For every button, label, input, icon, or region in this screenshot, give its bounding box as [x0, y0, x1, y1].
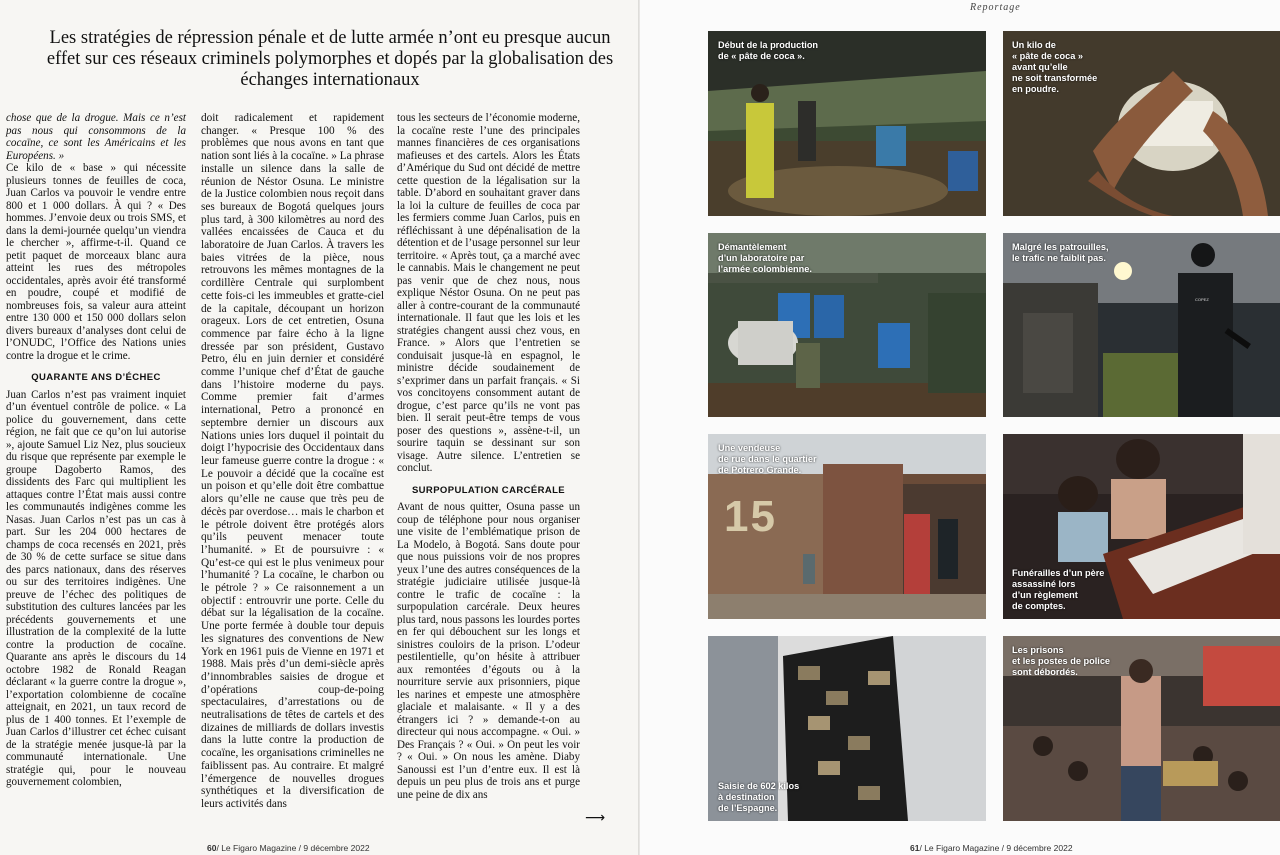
photo-caption: Démantèlement d’un laboratoire par l’armée colombienne.	[718, 242, 812, 274]
photo-caption: Saisie de 602 kilos à destination de l’Espagne.	[718, 781, 800, 813]
photo-prison	[1003, 636, 1280, 821]
paragraph: doit radicalement et rapidement changer. « Presque 100 % des problèmes que nous avons en tant que nation sont liés à la cocaïne. » La phrase installe un silence dans la salle de réunion de Néstor Osuna. Le ministre de la Justice colombien nous reçoit dans ses bureaux de Bogotá quelques jours plus tard, à 300 kilomètres au nord des vallées encaissées de Cauca et du laboratoire de Juan Carlos. À travers les baies vitrées de la pièce, nous retrouvons les mêmes montagnes de la cordillère Centrale qui surplombent cette fois-ci les immeubles et gratte-ciel de la capitale, découpant un horizon orageux. Lors de cet entretien, Osuna commence par faire écho à la ligne dressée par son président, Gustavo Petro, élu en juin dernier et considéré comme l’unique chef d’État de gauche dans l’histoire moderne du pays. Comme premier fait d’armes international, Petro a prononcé en septembre dernier un discours aux Nations unies lors duquel il pointait du doigt l’hypocrisie des Occidentaux dans leur fameuse guerre contre la drogue : « Le pouvoir a décidé que la cocaïne est un poison et qu’elle doit être combattue alors qu’elle ne cause que très peu de décès par overdose… mais le charbon et le pétrole doivent être protégés alors qu’ils peuvent menacer toute l’humanité. » Et de poursuivre : « Qu’est-ce qui est le plus venimeux pour l’humanité ? La cocaïne, le charbon ou le pétrole ? » Ce raisonnement a un objectif : entrouvrir une porte. Celle du débat sur la légalisation de la cocaïne. Une porte fermée à double tour depuis les signatures des conventions de New York en 1961 puis de Vienne en 1971 et 1988. Mais près d’un demi-siècle après d’innombrables saisies de drogue et d’opérations coup-de-poing spectaculaires, d’arrestations ou de neutralisations de têtes de cartels et des dizaines de milliards de dollars investis dans la lutte contre la production de cocaïne, les organisations criminelles ne faiblissent pas. Au contraire. Et malgré l’émergence de nouvelles drogues synthétiques et la diversification de leurs activités dans	[201, 112, 384, 810]
paragraph: Ce kilo de « base » qui nécessite plusieurs tonnes de feuilles de coca, Juan Carlos va pouvoir le vendre entre 800 et 1 000 dollars. À qui ? « Des hommes. J’envoie deux ou trois SMS, et dans la demi-journée quelqu’un viendra le chercher », affirme-t-il. Quand ce petit paquet de morceaux blanc aura atteint les rues des métropoles occidentales, après avoir été transformé en poudre, coupé et modifié de nombreuses fois, sa valeur aura atteint entre 130 000 et 150 000 dollars selon divers bureaux d’analyses dont celui de l’ONUDC, l’Office des Nations unies contre la drogue et le crime.	[6, 162, 186, 362]
right-page	[640, 0, 1280, 855]
text-column-2	[201, 112, 384, 811]
photo-funeral	[1003, 434, 1280, 619]
paragraph: Juan Carlos n’est pas vraiment inquiet d’un éventuel contrôle de police. « La police du gouvernement, dans cette région, ne fait que ce qu’on lui autorise », ajoute Samuel Liz Nez, plus soucieux du risque que représente par exemple le groupe Dagoberto Ramos, des dissidents des Farc qui multiplient les attaques contre l’État mais aussi contre les communautés indigènes comme les Nasas. Juan Carlos n’est pas un cas à part. Sur les 204 000 hectares de champs de coca recensés en 2021, près de 30 % de cette surface se situe dans des parcs nationaux, dans des réserves ou sur des territoires indigènes. Une preuve de l’échec des politiques de substitution des cultures lancées par les précédents gouvernements et une illustration de la complexité de la lutte contre la production de cocaïne. Quarante ans après le discours du 14 octobre 1982 de Ronald Reagan déclarant « la guerre contre la drogue », l’exportation colombienne de cocaïne atteignait, en 2021, un taux record de plus de 1 400 tonnes. Et l’exemple de Juan Carlos d’illustrer cet échec cuisant de la stratégie menée jusque-là par la communauté internationale. Une stratégie qui, pour le nouveau gouvernement colombien,	[6, 388, 186, 788]
photo-street-vendor	[708, 434, 986, 619]
page-number: 61	[910, 843, 920, 853]
paragraph: tous les secteurs de l’économie moderne, la cocaïne reste l’une des principales mannes financières de ces organisations mafieuses et des cartels. Alors les États d’Amérique du Sud ont décidé de mettre cette question de la légalisation sur la table. D’abord en souhaitant graver dans la loi la culture de feuilles de coca par les fermiers comme Juan Carlos, puis en réfléchissant à une dépénalisation de la détention et de l’usage personnel sur leur territoire. « Après tout, ça a marché avec le cannabis. Mais le changement ne peut pas venir que de chez nous, nous explique Néstor Osuna. On ne peut pas aller à contre-courant de la communauté internationale. Il faut que les lois et les stratégies changent aussi chez vous, en France. » Alors que l’entretien se conduisait jusque-là en espagnol, le ministre décide soudainement de s’exprimer dans un parfait français. « Si vos concitoyens consomment autant de drogue, c’est parce qu’ils ne vont pas bien. Il serait peut-être temps de vous poser des questions », assène-t-il, un sourire taquin se dessinant sur son visage. Autre silence. L’entretien se conclut.	[397, 112, 580, 474]
subheading: SURPOPULATION CARCÉRALE	[411, 484, 566, 496]
text-column-1	[6, 112, 186, 789]
headline: Les stratégies de répression pénale et de lutte armée n’ont eu presque aucun effet sur ces réseaux criminels polymorphes et dopés par la globalisation des échanges internationaux	[46, 28, 614, 90]
photo-caption: Malgré les patrouilles, le trafic ne faiblit pas.	[1012, 242, 1109, 263]
folio-text: / Le Figaro Magazine / 9 décembre 2022	[216, 843, 370, 853]
photo-coca-production	[708, 31, 986, 216]
wall-number: 15	[724, 492, 777, 541]
page-number: 60	[207, 843, 217, 853]
photo-lab-dismantling	[708, 233, 986, 417]
text-column-3	[397, 112, 580, 801]
photo-coca-paste	[1003, 31, 1280, 216]
photo-caption: Une vendeuse de rue dans le quartier de Potrero Grande.	[718, 443, 817, 475]
photo-caption: Un kilo de « pâte de coca » avant qu’elle ne soit transformée en poudre.	[1012, 40, 1098, 94]
photo-patrols	[1003, 233, 1280, 417]
photo-drug-seizure	[708, 636, 986, 821]
folio-right	[910, 843, 1073, 853]
paragraph: chose que de la drogue. Mais ce n’est pas nous qui consommons de la cocaïne, ce sont les Américains et les Européens. »	[6, 112, 186, 162]
section-label: Reportage	[970, 2, 1021, 13]
continue-arrow-icon: ⟶	[585, 810, 606, 826]
subheading: QUARANTE ANS D’ÉCHEC	[31, 372, 161, 383]
police-badge: COPEZ	[1195, 297, 1209, 302]
photo-caption: Funérailles d’un père assassiné lors d’un règlement de comptes.	[1012, 568, 1105, 611]
folio-left	[207, 843, 370, 853]
folio-text: / Le Figaro Magazine / 9 décembre 2022	[919, 843, 1073, 853]
photo-caption: Début de la production de « pâte de coca ».	[718, 40, 819, 61]
photo-caption: Les prisons et les postes de police sont débordés.	[1012, 645, 1111, 677]
paragraph: Avant de nous quitter, Osuna passe un coup de téléphone pour nous organiser une visite de l’emblématique prison de La Modelo, à Bogotá. Sans doute pour que nous puissions voir de nos propres yeux l’une des autres conséquences de la stratégie judiciaire utilisée jusque-là contre le trafic de cocaïne : la surpopulation carcérale. Deux heures plus tard, nous passons les lourdes portes en fer qui débouchent sur les longs et sinistres couloirs de la prison. L’odeur pestilentielle, qu’on hésite à attribuer aux remontées d’égouts ou à la nourriture servie aux prisonniers, pique les narines et empeste une atmosphère glaciale et malaisante. « Il y a des étrangers ici ? » demande-t-on au directeur qui nous accompagne. « Oui. » Des Français ? « Oui. » On peut les voir ? « Oui. » On nous les amène. Diaby Sanoussi est l’un d’entre eux. Il est là depuis un peu plus de trois ans et purge une peine de dix ans	[397, 501, 580, 801]
